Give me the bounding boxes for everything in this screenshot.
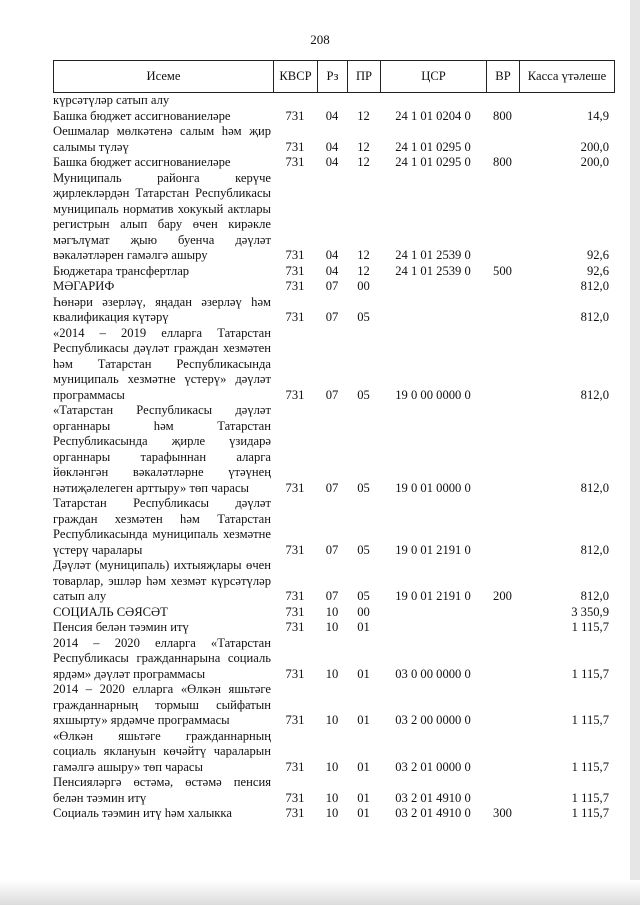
header-kassa: Касса үтәлеше — [527, 68, 607, 83]
table-row — [53, 729, 615, 776]
cell-pr: 05 — [357, 310, 370, 324]
cell-rz: 07 — [325, 542, 339, 557]
cell-kvsr: 731 — [285, 759, 305, 774]
table-row — [53, 605, 615, 621]
cell-rz: 10 — [325, 713, 339, 727]
cell-kassa: 1 115,7 — [571, 666, 609, 681]
cell-name: Дәүләт (муниципаль) ихтыяҗлары өчен товарлар, эшләр һәм хезмәт күрсәтүләр сатып алу — [53, 558, 271, 603]
cell-name: 2014 – 2020 елларга «Татарстан Республикасы гражданнарына социаль ярдәм» дәүләт программасы — [53, 635, 271, 681]
table-row — [53, 279, 615, 295]
cell-name: «Татарстан Республикасы дәүләт органнары һәм Татарстан Республикасында җирле үзидарә органнары тарафыннан аларга йөкләнгән вәкаләтләрне үтәүнең нәтиҗәлелеген арттыру» төп чарасы — [53, 403, 271, 495]
cell-csr: 24 1 01 0295 0 — [395, 155, 471, 169]
cell-name: Бюджетара трансфертлар — [53, 263, 190, 278]
cell-kvsr: 731 — [285, 279, 305, 293]
table-row — [53, 636, 615, 683]
cell-csr: 03 0 00 0000 0 — [395, 666, 471, 681]
cell-kassa: 200,0 — [580, 155, 609, 169]
cell-rz: 10 — [325, 759, 339, 774]
cell-name: СОЦИАЛЬ СӘЯСӘТ — [53, 604, 168, 619]
table-row — [53, 109, 615, 125]
cell-kassa: 812,0 — [580, 310, 609, 324]
cell-pr: 01 — [357, 759, 370, 774]
cell-kassa: 14,9 — [586, 108, 609, 123]
cell-name: Башка бюджет ассигнованиеләре — [53, 108, 231, 123]
cell-pr: 01 — [357, 620, 370, 634]
cell-kassa: 3 350,9 — [571, 604, 609, 619]
cell-name: Оешмалар мөлкәтенә салым һәм җир салымы түләү — [53, 124, 271, 154]
cell-name: Социаль тәэмин итү һәм халыкка — [53, 806, 232, 820]
cell-csr: 19 0 00 0000 0 — [395, 387, 471, 402]
cell-kvsr: 731 — [285, 542, 305, 557]
cell-kvsr: 731 — [285, 155, 305, 169]
cell-pr: 12 — [357, 139, 370, 154]
cell-name: Муниципаль районга керүче җирлекләрдән Татарстан Республикасы муниципаль норматив хокукый актлары регистрын алып бару өчен кирәкле мәгълүмат җыю буенча дәүләт вәкаләтләрен гамәлгә ашыру — [53, 170, 271, 262]
cell-kassa: 1 115,7 — [571, 806, 609, 820]
table-row — [53, 558, 615, 605]
cell-name: «Өлкән яшьтәге гражданнарның социаль яклануын көчәйтү чараларын гамәлгә ашыру» төп чарасы — [53, 728, 271, 774]
cell-pr: 05 — [357, 480, 370, 495]
table-row — [53, 620, 615, 636]
header-name: Исеме — [54, 61, 274, 92]
table-row — [53, 155, 615, 171]
cell-rz: 07 — [325, 279, 339, 293]
cell-rz: 10 — [325, 666, 339, 681]
table-row — [53, 682, 615, 729]
cell-vr: 800 — [493, 155, 512, 169]
cell-name: Һөнәри әзерләү, яңадан әзерләү һәм квалификация күтәрү — [53, 294, 271, 324]
cell-kvsr: 731 — [285, 589, 305, 603]
cell-kvsr: 731 — [285, 480, 305, 495]
header-rz: Рз — [318, 61, 348, 92]
cell-name: Пенсия белән тәэмин итү — [53, 620, 189, 634]
cell-vr: 200 — [493, 589, 512, 603]
cell-csr: 24 1 01 2539 0 — [395, 248, 471, 262]
cell-kvsr: 731 — [285, 310, 305, 324]
cell-kvsr: 731 — [285, 806, 305, 820]
cell-csr: 03 2 00 0000 0 — [395, 713, 471, 727]
scan-edge — [630, 0, 640, 905]
cell-rz: 04 — [325, 263, 339, 278]
cell-rz: 04 — [325, 248, 339, 262]
cell-pr: 05 — [357, 542, 370, 557]
cell-pr: 05 — [357, 387, 370, 402]
table-row — [53, 171, 615, 264]
cell-pr: 05 — [357, 589, 370, 603]
cell-kassa: 1 115,7 — [571, 790, 609, 805]
cell-csr: 19 0 01 2191 0 — [395, 589, 471, 603]
header-kvsr: КВСР — [274, 61, 318, 92]
cell-rz: 10 — [325, 604, 339, 619]
cell-kassa: 1 115,7 — [571, 713, 609, 727]
cell-kvsr: 731 — [285, 139, 305, 154]
cell-kvsr: 731 — [285, 387, 305, 402]
cell-csr: 19 0 01 2191 0 — [395, 542, 471, 557]
cell-name: «2014 – 2019 елларга Татарстан Республикасы дәүләт граждан хезмәтен һәм Татарстан Республикасында муниципаль хезмәтне үстерү» дәүләт программасы — [53, 325, 271, 402]
cell-kvsr: 731 — [285, 263, 305, 278]
cell-kvsr: 731 — [285, 248, 305, 262]
cell-rz: 10 — [325, 806, 339, 820]
table-row — [53, 496, 615, 558]
table-body — [53, 93, 615, 822]
cell-kassa: 1 115,7 — [571, 620, 609, 634]
cell-rz: 10 — [325, 790, 339, 805]
cell-kassa: 200,0 — [580, 139, 609, 154]
cell-kassa: 812,0 — [580, 279, 609, 293]
table-row — [53, 403, 615, 496]
cell-name: 2014 – 2020 елларга «Өлкән яшьтәге гражданнарның тормыш сыйфатын яхшырту» ярдәмче программасы — [53, 682, 271, 727]
cell-rz: 04 — [325, 155, 339, 169]
cell-kvsr: 731 — [285, 620, 305, 634]
cell-name: күрсәтүләр сатып алу — [53, 93, 170, 107]
header-vr: ВР — [487, 61, 520, 92]
cell-pr: 00 — [357, 279, 370, 293]
cell-kvsr: 731 — [285, 790, 305, 805]
cell-kvsr: 731 — [285, 604, 305, 619]
cell-csr: 24 1 01 0204 0 — [395, 108, 471, 123]
cell-name: МӘГАРИФ — [53, 279, 115, 293]
cell-pr: 12 — [357, 248, 370, 262]
cell-csr: 03 2 01 0000 0 — [395, 759, 471, 774]
cell-kvsr: 731 — [285, 666, 305, 681]
cell-csr: 24 1 01 0295 0 — [395, 139, 471, 154]
cell-csr: 03 2 01 4910 0 — [395, 806, 471, 820]
page-number: 208 — [310, 32, 330, 47]
cell-rz: 04 — [325, 108, 339, 123]
cell-kvsr: 731 — [285, 713, 305, 727]
cell-rz: 07 — [325, 589, 339, 603]
cell-kassa: 92,6 — [586, 248, 609, 262]
cell-kvsr: 731 — [285, 108, 305, 123]
cell-pr: 01 — [357, 790, 370, 805]
cell-name: Пенсияләргә өстәмә, өстәмә пенсия белән тәэмин итү — [53, 775, 271, 805]
cell-vr: 500 — [493, 263, 512, 278]
cell-pr: 00 — [357, 604, 370, 619]
cell-pr: 01 — [357, 666, 370, 681]
cell-kassa: 812,0 — [580, 387, 609, 402]
cell-csr: 19 0 01 0000 0 — [395, 480, 471, 495]
table-row — [53, 806, 615, 822]
cell-csr: 24 1 01 2539 0 — [395, 263, 471, 278]
table-row — [53, 264, 615, 280]
table-row — [53, 326, 615, 404]
table-row — [53, 295, 615, 326]
cell-vr: 800 — [493, 108, 512, 123]
cell-name: Башка бюджет ассигнованиеләре — [53, 155, 231, 169]
cell-rz: 07 — [325, 310, 339, 324]
table-row — [53, 775, 615, 806]
cell-kassa: 812,0 — [580, 480, 609, 495]
cell-name: Татарстан Республикасы дәүләт граждан хезмәтен һәм Татарстан Республикасында муниципаль хезмәтне үстерү чаралары — [53, 496, 271, 557]
cell-pr: 12 — [357, 263, 370, 278]
header-pr: ПР — [348, 61, 381, 92]
cell-kassa: 812,0 — [580, 589, 609, 603]
cell-pr: 12 — [357, 108, 370, 123]
cell-pr: 01 — [357, 806, 370, 820]
cell-kassa: 92,6 — [586, 263, 609, 278]
header-csr: ЦСР — [381, 61, 487, 92]
scan-bottom-shadow — [0, 880, 640, 905]
cell-rz: 04 — [325, 139, 339, 154]
table-header — [53, 60, 615, 93]
cell-rz: 10 — [325, 620, 339, 634]
cell-pr: 01 — [357, 713, 370, 727]
cell-rz: 07 — [325, 480, 339, 495]
cell-rz: 07 — [325, 387, 339, 402]
cell-kassa: 1 115,7 — [571, 759, 609, 774]
cell-csr: 03 2 01 4910 0 — [395, 790, 471, 805]
cell-vr: 300 — [493, 806, 512, 820]
cell-pr: 12 — [357, 155, 370, 169]
table-row — [53, 93, 615, 109]
table-row — [53, 124, 615, 155]
cell-kassa: 812,0 — [580, 542, 609, 557]
